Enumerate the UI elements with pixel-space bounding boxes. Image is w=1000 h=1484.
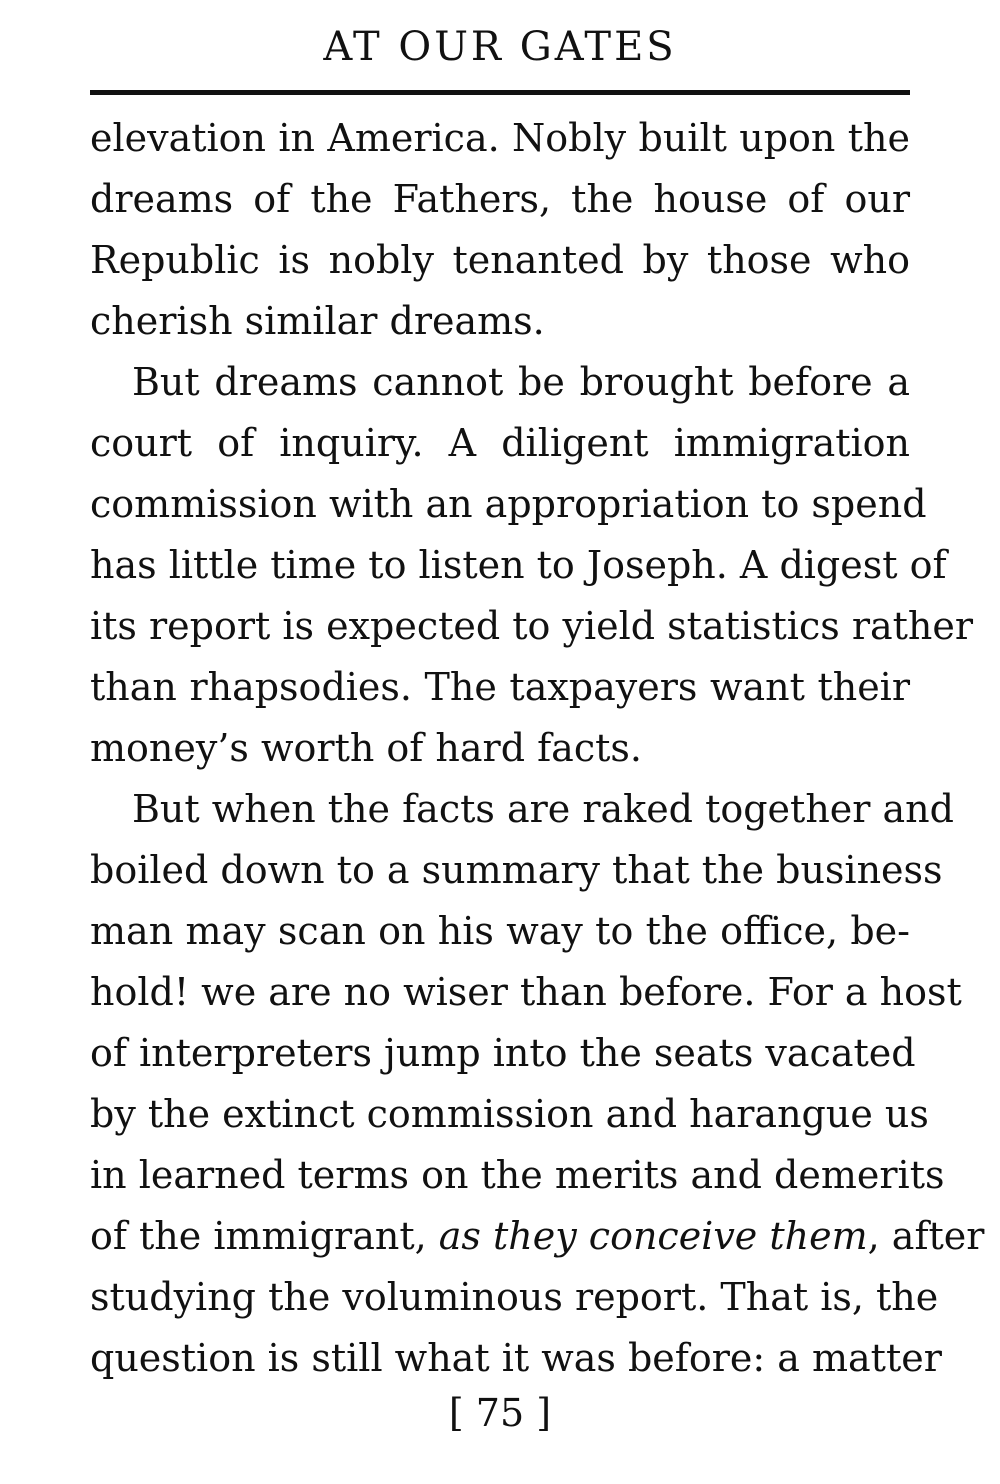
text-line: of interpreters jump into the seats vacated xyxy=(90,1031,916,1075)
text-line: commission with an appropriation to spend xyxy=(90,482,927,526)
italic-phrase: as they conceive them xyxy=(438,1214,868,1258)
text-line: dreams of the Fathers, the house of our xyxy=(90,177,910,221)
text-line: hold! we are no wiser than before. For a host xyxy=(90,970,962,1014)
text-line: Republic is nobly tenanted by those who xyxy=(90,238,910,282)
text-line: studying the voluminous report. That is, the xyxy=(90,1275,939,1319)
text-line: boiled down to a summary that the business xyxy=(90,848,943,892)
header-rule xyxy=(90,90,910,95)
text-line: But dreams cannot be brought before a xyxy=(132,360,910,404)
text-line: man may scan on his way to the office, be- xyxy=(90,909,910,953)
text-line-with-italic xyxy=(90,1206,985,1267)
text-line: But when the facts are raked together and xyxy=(132,787,954,831)
text-line: in learned terms on the merits and demerits xyxy=(90,1153,945,1197)
text-line: question is still what it was before: a matter xyxy=(90,1336,942,1380)
text-segment: of the immigrant, xyxy=(90,1214,439,1258)
running-head: AT OUR GATES xyxy=(323,24,677,70)
body-text xyxy=(90,108,985,1389)
text-line: than rhapsodies. The taxpayers want their xyxy=(90,665,910,709)
text-segment: , after xyxy=(867,1214,985,1258)
text-line: its report is expected to yield statistics rather xyxy=(90,604,974,648)
text-line: court of inquiry. A diligent immigration xyxy=(90,421,910,465)
text-line: by the extinct commission and harangue us xyxy=(90,1092,929,1136)
text-line: cherish similar dreams. xyxy=(90,299,545,343)
text-line: has little time to listen to Joseph. A digest of xyxy=(90,543,947,587)
text-line: elevation in America. Nobly built upon the xyxy=(90,116,910,160)
text-line: money’s worth of hard facts. xyxy=(90,726,642,770)
page-number: [ 75 ] xyxy=(448,1391,552,1435)
